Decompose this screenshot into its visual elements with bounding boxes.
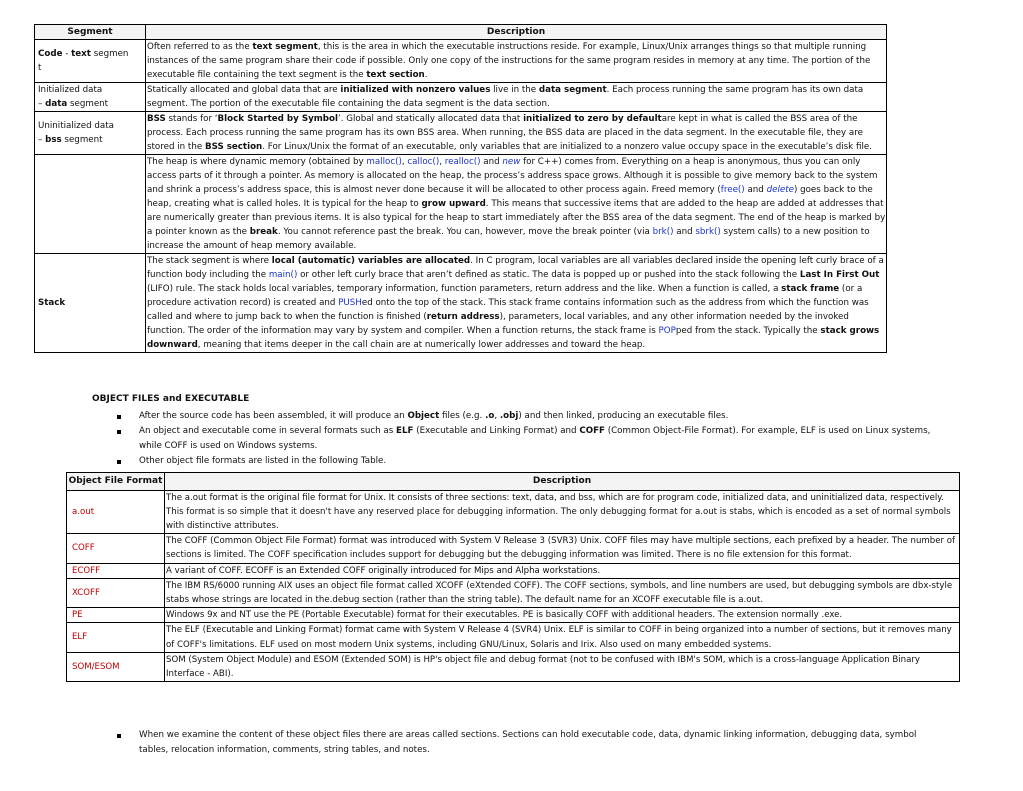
format-description-cell: Windows 9x and NT use the PE (Portable Executable) format for their executables. PE is basically COFF with additional headers. The extension normally .exe. bbox=[165, 608, 960, 623]
format-description-cell: The a.out format is the original file format for Unix. It consists of three sections: text, data, and bss, which are for program code, initialized data, and uninitialized data, respectively. This format is so simple that it doesn't have any reserved place for debugging information. The only debugging format for a.out is stabs, which is encoded as a set of normal symbols with distinctive attributes. bbox=[165, 490, 960, 534]
format-name-cell: PE bbox=[67, 608, 165, 623]
format-description-cell: A variant of COFF. ECOFF is an Extended COFF originally introduced for Mips and Alpha workstations. bbox=[165, 563, 960, 578]
format-column-header: Object File Format bbox=[67, 473, 165, 491]
bullet-text: An object and executable come in several formats such as ELF (Executable and Linking Format) and COFF (Common Object-File Format). For example, ELF is used on Linux systems, while COFF is used on Windows systems. bbox=[139, 426, 931, 451]
segment-description-cell: BSS stands for ‘Block Started by Symbol’. Global and statically allocated data that initialized to zero by defaultare kept in what is called the BSS area of the process. Each process running the same program has its own BSS area. When running, the BSS data are placed in the data segment. In the executable file, they are stored in the BSS section. For Linux/Unix the format of an executable, only variables that are initialized to a nonzero value occupy space in the executable’s disk file. bbox=[146, 112, 887, 155]
format-description-cell: The COFF (Common Object File Format) format was introduced with System V Release 3 (SVR3) Unix. COFF files may have multiple sections, each prefixed by a header. The number of sections is limited. The COFF specification includes support for debugging but the debugging information was limited. There is no file extension for this format. bbox=[165, 534, 960, 563]
format-name-cell: ECOFF bbox=[67, 563, 165, 578]
segment-description-cell: Statically allocated and global data that are initialized with nonzero values live in the data segment. Each process running the same program has its own data segment. The portion of the executable file containing the data segment is the data section. bbox=[146, 83, 887, 112]
format-name-cell: SOM/ESOM bbox=[67, 652, 165, 681]
format-description-cell: The ELF (Executable and Linking Format) format came with System V Release 4 (SVR4) Unix. ELF is similar to COFF in being organized into a number of sections, but it removes many of COFF's limitations. ELF used on most modern Unix systems, including GNU/Linux, Solaris and Irix. Also used on many embedded systems. bbox=[165, 623, 960, 652]
section-heading: OBJECT FILES and EXECUTABLE bbox=[92, 394, 250, 404]
table-row bbox=[35, 40, 887, 83]
segment-description-cell: The heap is where dynamic memory (obtained by malloc(), calloc(), realloc() and new for C++) comes from. Everything on a heap is anonymous, thus you can only access parts of it through a pointer. As memory is allocated on the heap, the process’s address space grows. Although it is possible to give memory back to the system and shrink a process’s address space, this is almost never done because it will be allocated to other process again. Freed memory (free() and delete) goes back to the heap, creating what is called holes. It is typical for the heap to grow upward. This means that successive items that are added to the heap are added at addresses that are numerically greater than previous items. It is also typical for the heap to start immediately after the BSS area of the data segment. The end of the heap is marked by a pointer known as the break. You cannot reference past the break. You can, however, move the break pointer (via brk() and sbrk() system calls) to a new position to increase the amount of heap memory available. bbox=[146, 155, 887, 254]
segment-name-cell bbox=[35, 155, 146, 254]
format-name-cell: a.out bbox=[67, 490, 165, 534]
bullet-text: When we examine the content of these object files there are areas called sections. Sections can hold executable code, data, dynamic linking information, debugging data, symbol tables, relocation information, comments, string tables, and notes. bbox=[139, 730, 917, 755]
description-column-header: Description bbox=[165, 473, 960, 491]
segment-column-header: Segment bbox=[35, 25, 146, 40]
table-header-row bbox=[67, 473, 960, 491]
segments-table-body bbox=[35, 40, 887, 353]
segment-description-cell: The stack segment is where local (automatic) variables are allocated. In C program, local variables are all variables declared inside the opening left curly brace of a function body including the main() or other left curly brace that aren’t defined as static. The data is popped up or pushed into the stack following the Last In First Out (LIFO) rule. The stack holds local variables, temporary information, function parameters, return address and the like. When a function is called, a stack frame (or a procedure activation record) is created and PUSHed onto the top of the stack. This stack frame contains information such as the address from which the function was called and where to jump back to when the function is finished (return address), parameters, local variables, and any other information needed by the invoked function. The order of the information may vary by system and compiler. When a function returns, the stack frame is POPped from the stack. Typically the stack grows downward, meaning that items deeper in the call chain are at numerically lower addresses and toward the heap. bbox=[146, 254, 887, 353]
formats-table-body bbox=[67, 490, 960, 682]
table-row bbox=[35, 112, 887, 155]
table-row bbox=[35, 254, 887, 353]
list-item bbox=[117, 424, 947, 454]
table-row bbox=[67, 652, 960, 681]
segment-description-cell: Often referred to as the text segment, this is the area in which the executable instructions reside. For example, Linux/Unix arranges things so that multiple running instances of the same program share their code if possible. Only one copy of the instructions for the same program resides in memory at any time. The portion of the executable file containing the text segment is the text section. bbox=[146, 40, 887, 83]
table-row bbox=[67, 578, 960, 607]
memory-segments-table bbox=[34, 24, 887, 353]
list-item bbox=[117, 454, 947, 469]
bullet-square-icon bbox=[117, 430, 121, 434]
table-row bbox=[67, 563, 960, 578]
segment-name-cell: Initialized data – data segment bbox=[35, 83, 146, 112]
format-name-cell: ELF bbox=[67, 623, 165, 652]
table-row bbox=[67, 608, 960, 623]
bullet-text: After the source code has been assembled, it will produce an Object files (e.g. .o, .obj) and then linked, producing an executable files. bbox=[139, 411, 729, 421]
list-item bbox=[117, 728, 947, 758]
bullet-list-top bbox=[117, 409, 947, 469]
segment-name-cell: Uninitialized data – bss segment bbox=[35, 112, 146, 155]
segment-name-cell: Stack bbox=[35, 254, 146, 353]
format-name-cell: XCOFF bbox=[67, 578, 165, 607]
bullet-square-icon bbox=[117, 415, 121, 419]
table-row bbox=[35, 155, 887, 254]
format-name-cell: COFF bbox=[67, 534, 165, 563]
table-row bbox=[35, 83, 887, 112]
table-header-row bbox=[35, 25, 887, 40]
bullet-square-icon bbox=[117, 460, 121, 464]
table-row bbox=[67, 490, 960, 534]
table-row bbox=[67, 623, 960, 652]
bullet-square-icon bbox=[117, 734, 121, 738]
format-description-cell: The IBM RS/6000 running AIX uses an object file format called XCOFF (eXtended COFF). The COFF sections, symbols, and line numbers are used, but debugging symbols are dbx-style stabs whose strings are located in the.debug section (rather than the string table). The default name for an XCOFF executable file is a.out. bbox=[165, 578, 960, 607]
object-file-formats-table bbox=[66, 472, 960, 682]
list-item bbox=[117, 409, 947, 424]
table-row bbox=[67, 534, 960, 563]
format-description-cell: SOM (System Object Module) and ESOM (Extended SOM) is HP's object file and debug format (not to be confused with IBM's SOM, which is a cross-language Application Binary Interface - ABI). bbox=[165, 652, 960, 681]
bullet-text: Other object file formats are listed in the following Table. bbox=[139, 456, 387, 466]
bullet-list-bottom bbox=[117, 728, 947, 758]
segment-name-cell: Code - text segmen t bbox=[35, 40, 146, 83]
description-column-header: Description bbox=[146, 25, 887, 40]
